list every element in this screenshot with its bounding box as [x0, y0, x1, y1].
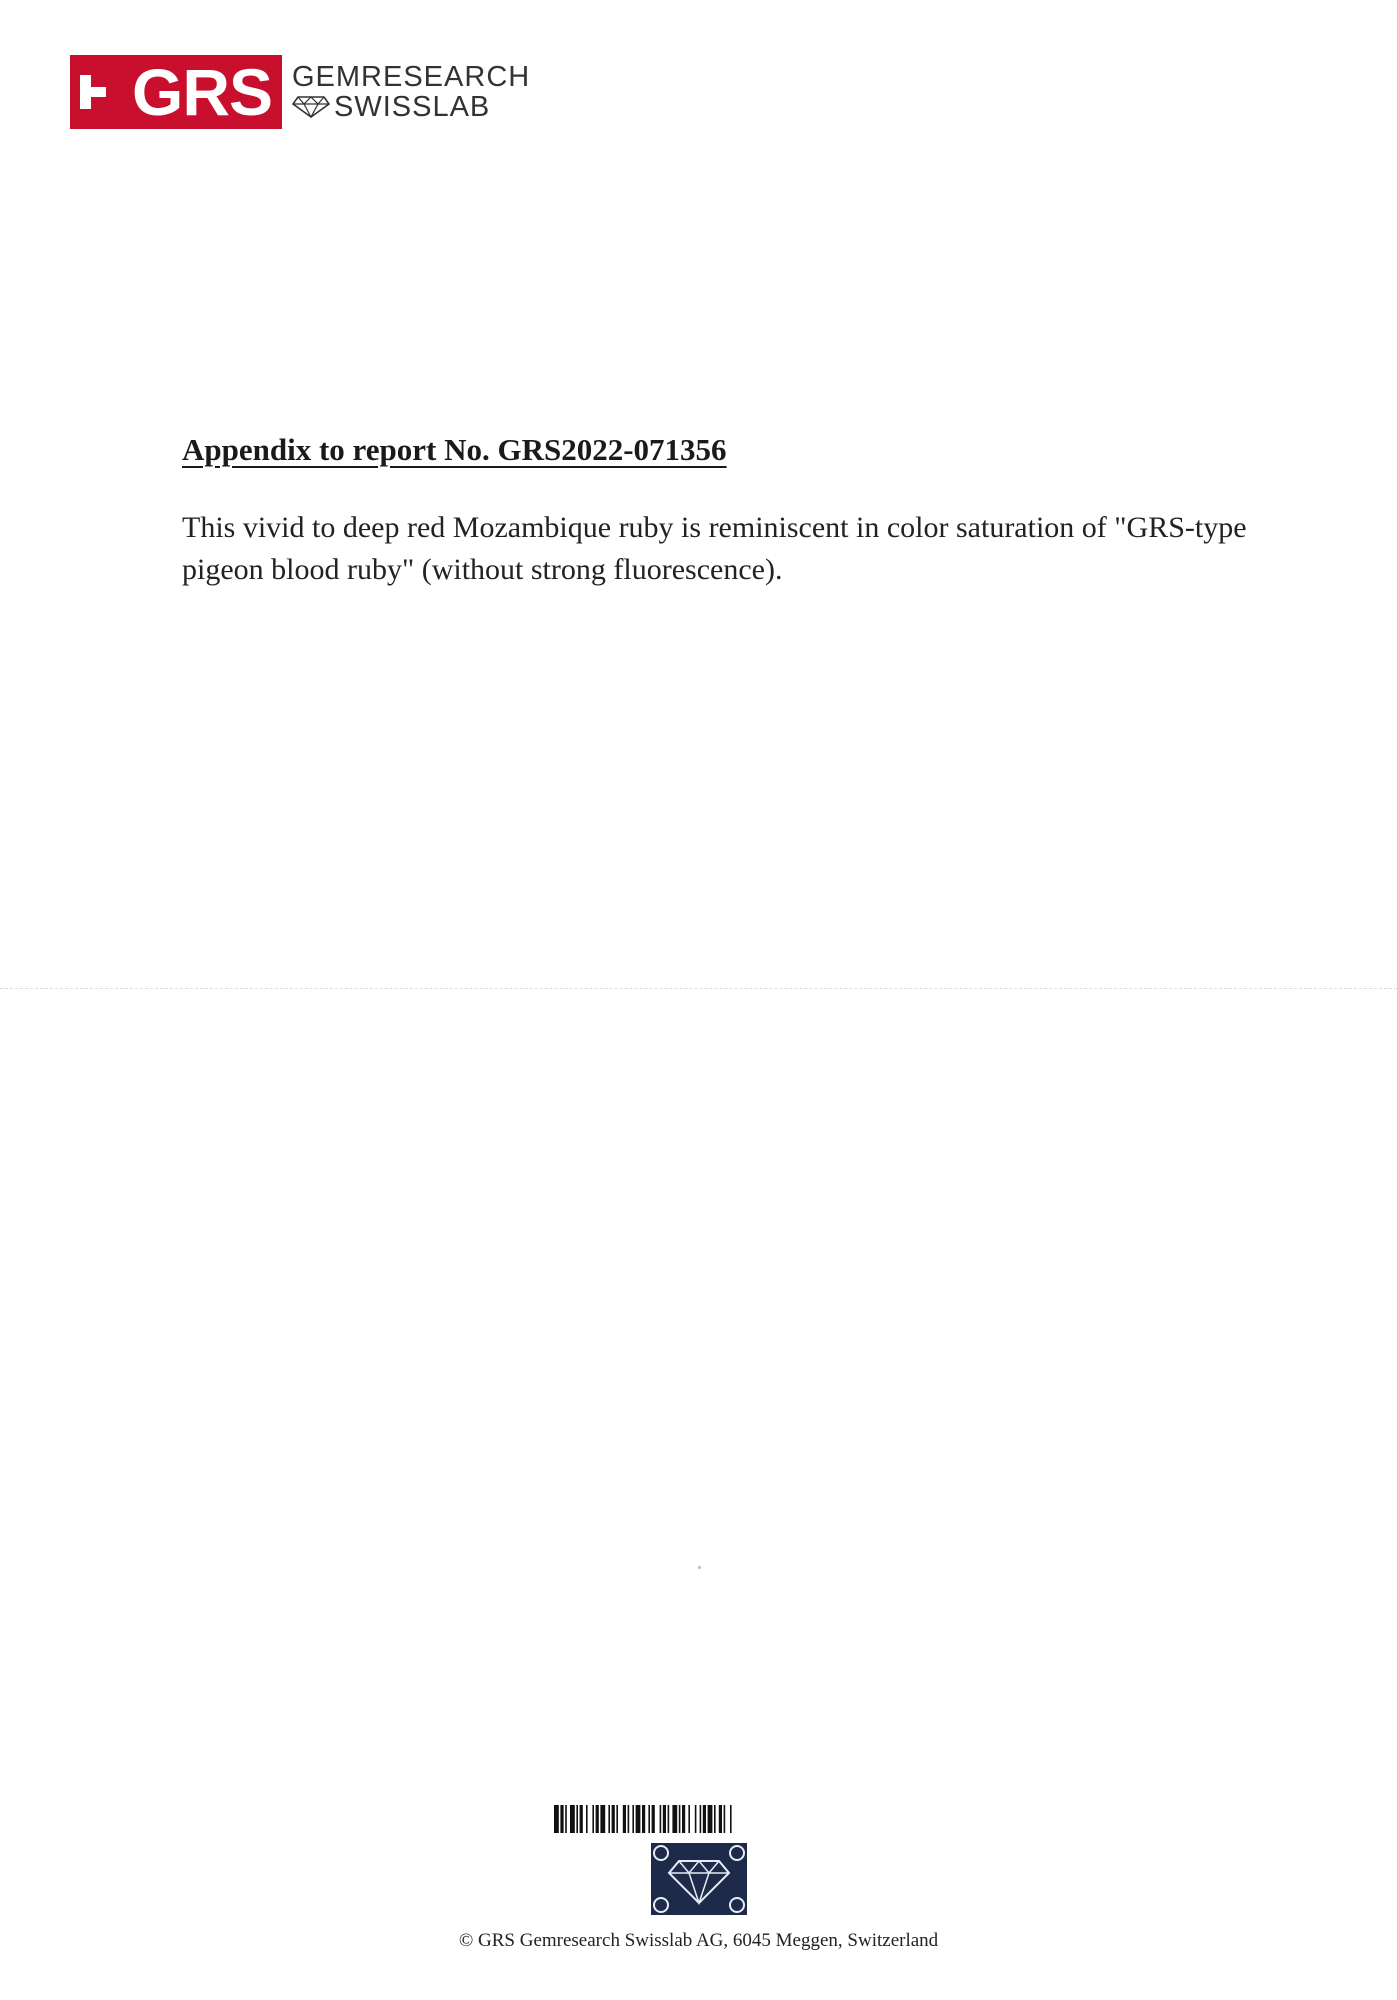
appendix-title: Appendix to report No. GRS2022-071356 [182, 432, 727, 467]
fold-line [0, 988, 1397, 989]
grs-logo [70, 55, 530, 129]
scan-speck [698, 1566, 701, 1569]
logo-red-block [70, 55, 282, 129]
grs-hologram-seal [651, 1843, 747, 1915]
diamond-icon [292, 96, 330, 118]
logo-line1: GEMRESEARCH [292, 61, 531, 93]
appendix-statement: This vivid to deep red Mozambique ruby is reminiscent in color saturation of "GRS-type pigeon blood ruby" (without strong fluorescence). [182, 511, 1247, 586]
logo-line2-row [292, 92, 530, 122]
logo-wordmark [292, 62, 530, 122]
logo-brand: GRS [132, 55, 273, 129]
footer-copyright: © GRS Gemresearch Swisslab AG, 6045 Meggen, Switzerland [458, 1930, 939, 1951]
logo-line2: SWISSLAB [334, 91, 491, 123]
barcode [554, 1805, 848, 1833]
swiss-cross-icon [80, 75, 106, 109]
